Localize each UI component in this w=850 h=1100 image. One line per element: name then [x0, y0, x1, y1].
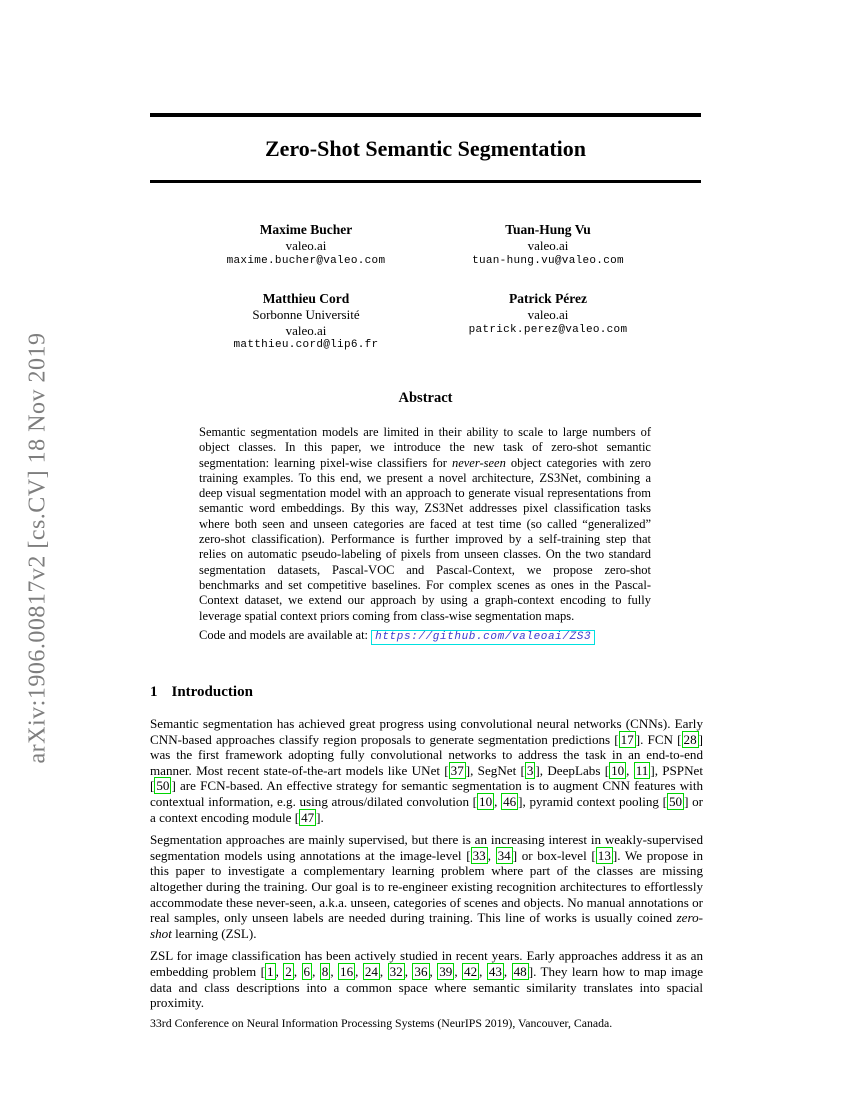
- author-name: Tuan-Hung Vu: [505, 222, 591, 237]
- conference-footnote: 33rd Conference on Neural Information Processing Systems (NeurIPS 2019), Vancouver, Canada.: [150, 1016, 613, 1030]
- citation-link[interactable]: 1: [267, 963, 274, 979]
- citation-link[interactable]: 33: [472, 847, 486, 863]
- github-url-link[interactable]: https://github.com/valeoai/ZS3: [371, 630, 595, 645]
- paragraph: ZSL for image classification has been actively studied in recent years. Early approaches address it as an embedding problem [ 1 , 2 , 6 , 8 , 16 , 24 , 32 , 36 , 39 , 42 , 43 , 48 ]. They learn how to map image data and class descriptions into a common space where semantic similarity translates into spacial proximity.: [150, 948, 704, 1011]
- citation-link[interactable]: 8: [321, 963, 329, 979]
- code-availability-line: Code and models are available at: https://github.com/valeoai/ZS3: [199, 628, 651, 645]
- citation-link[interactable]: 6: [303, 963, 311, 979]
- citation-link[interactable]: 42: [464, 963, 478, 979]
- author-email: matthieu.cord@lip6.fr: [233, 339, 379, 351]
- author-email: maxime.bucher@valeo.com: [226, 254, 386, 267]
- paragraph: Semantic segmentation has achieved great progress using convolutional neural networks (CNNs). Early CNN-based approaches classify region proposals to generate segmentation predictions [ 17 ]. FCN [ 28 ] was the first framework adopting fully convolutional networks to address the task in an end-to-end manner. Most recent state-of-the-art models like UNet [ 37 ], SegNet [ 3 ], DeepLabs [ 10 , 11 ], PSPNet [ 50 ] are FCN-based. An effective strategy for semantic segmentation is to augment CNN features with contextual information, e.g. using atrous/dilated convolution [ 10 , 46 ], pyramid context pooling [ 50 ] or a context encoding module [ 47 ].: [150, 716, 704, 825]
- title-rule-top: [150, 113, 701, 117]
- introduction-body: [150, 716, 703, 1018]
- author-email: patrick.perez@valeo.com: [468, 323, 628, 336]
- abstract-heading: Abstract: [398, 390, 453, 406]
- section-title: Introduction: [171, 684, 253, 700]
- citation-link[interactable]: 32: [389, 963, 403, 979]
- author-email: tuan-hung.vu@valeo.com: [472, 254, 624, 267]
- citation-link[interactable]: 37: [450, 762, 464, 778]
- author-block-matthieu-cord: [176, 291, 436, 353]
- citation-link[interactable]: 16: [340, 963, 354, 979]
- emphasized-text: zero-shot: [150, 910, 703, 941]
- abstract-body: [199, 425, 651, 645]
- author-block-patrick-perez: [418, 291, 678, 338]
- author-affiliation: Sorbonne Université: [252, 307, 360, 322]
- citation-link[interactable]: 3: [526, 762, 534, 778]
- author-affiliation: valeo.ai: [285, 238, 327, 253]
- section-heading-introduction: [150, 684, 253, 701]
- citation-link[interactable]: 28: [683, 731, 697, 747]
- citation-link[interactable]: 47: [301, 809, 315, 825]
- emphasized-text: never-seen: [451, 455, 506, 470]
- paragraph: Segmentation approaches are mainly supervised, but there is an increasing interest in weakly-supervised segmentation models using annotations at the image-level [ 33 , 34 ] or box-level [ 13 ]. We propose in this paper to investigate a complementary learning problem where part of the classes are missing altogether during the training. Our goal is to re-engineer existing recognition architectures to effortlessly accommodate these never-seen, a.k.a. unseen, categories of scenes and objects. No manual annotations or real samples, only unseen labels are needed during training. This line of works is usually coined zero-shot learning (ZSL).: [150, 832, 703, 941]
- citation-link[interactable]: 24: [364, 963, 378, 979]
- section-number: 1: [150, 684, 158, 700]
- citation-link[interactable]: 43: [488, 963, 502, 979]
- citation-link[interactable]: 36: [414, 963, 428, 979]
- author-affiliation: valeo.ai: [285, 322, 327, 338]
- citation-link[interactable]: 46: [503, 793, 517, 809]
- citation-link[interactable]: 11: [635, 762, 649, 778]
- abstract-text: Semantic segmentation models are limited in their ability to scale to large numbers of object classes. In this paper, we introduce the new task of zero-shot semantic segmentation: learning pixel-wise classifiers for never-seen object categories with zero training examples. To this end, we present a novel architecture, ZS3Net, combining a deep visual segmentation model with an approach to generate visual representations from semantic word embeddings. By this way, ZS3Net addresses pixel classification tasks where both seen and unseen categories are faced at test time (so called “generalized” zero-shot classification). Performance is further improved by a self-training step that relies on automatic pseudo-labeling of pixels from unseen classes. On the two standard segmentation datasets, Pascal-VOC and Pascal-Context, we propose zero-shot benchmarks and set competitive baselines. For complex scenes as ones in the Pascal-Context dataset, we extend our approach by using a graph-context encoding to fully leverage spatial context priors coming from class-wise segmentation maps.: [199, 425, 651, 623]
- citation-link[interactable]: 50: [668, 793, 683, 809]
- citation-link[interactable]: 17: [620, 731, 634, 747]
- author-name: Matthieu Cord: [262, 291, 350, 306]
- author-block-maxime-bucher: [176, 222, 436, 269]
- citation-link[interactable]: 39: [439, 963, 453, 979]
- author-affiliation: valeo.ai: [527, 238, 569, 253]
- paper-title: Zero-Shot Semantic Segmentation: [264, 136, 587, 161]
- author-name: Patrick Pérez: [508, 291, 588, 306]
- citation-link[interactable]: 50: [156, 778, 170, 794]
- citation-link[interactable]: 48: [513, 963, 527, 979]
- author-block-tuan-hung-vu: [418, 222, 678, 269]
- citation-link[interactable]: 2: [285, 963, 292, 979]
- citation-link[interactable]: 10: [611, 762, 625, 778]
- citation-link[interactable]: 34: [497, 847, 511, 863]
- citation-link[interactable]: 10: [479, 793, 493, 809]
- citation-link[interactable]: 13: [597, 847, 611, 863]
- author-name: Maxime Bucher: [259, 222, 353, 237]
- author-affiliation: valeo.ai: [527, 307, 569, 322]
- title-rule-bottom: [150, 180, 701, 183]
- arxiv-watermark: arXiv:1906.00817v2 [cs.CV] 18 Nov 2019: [24, 332, 51, 764]
